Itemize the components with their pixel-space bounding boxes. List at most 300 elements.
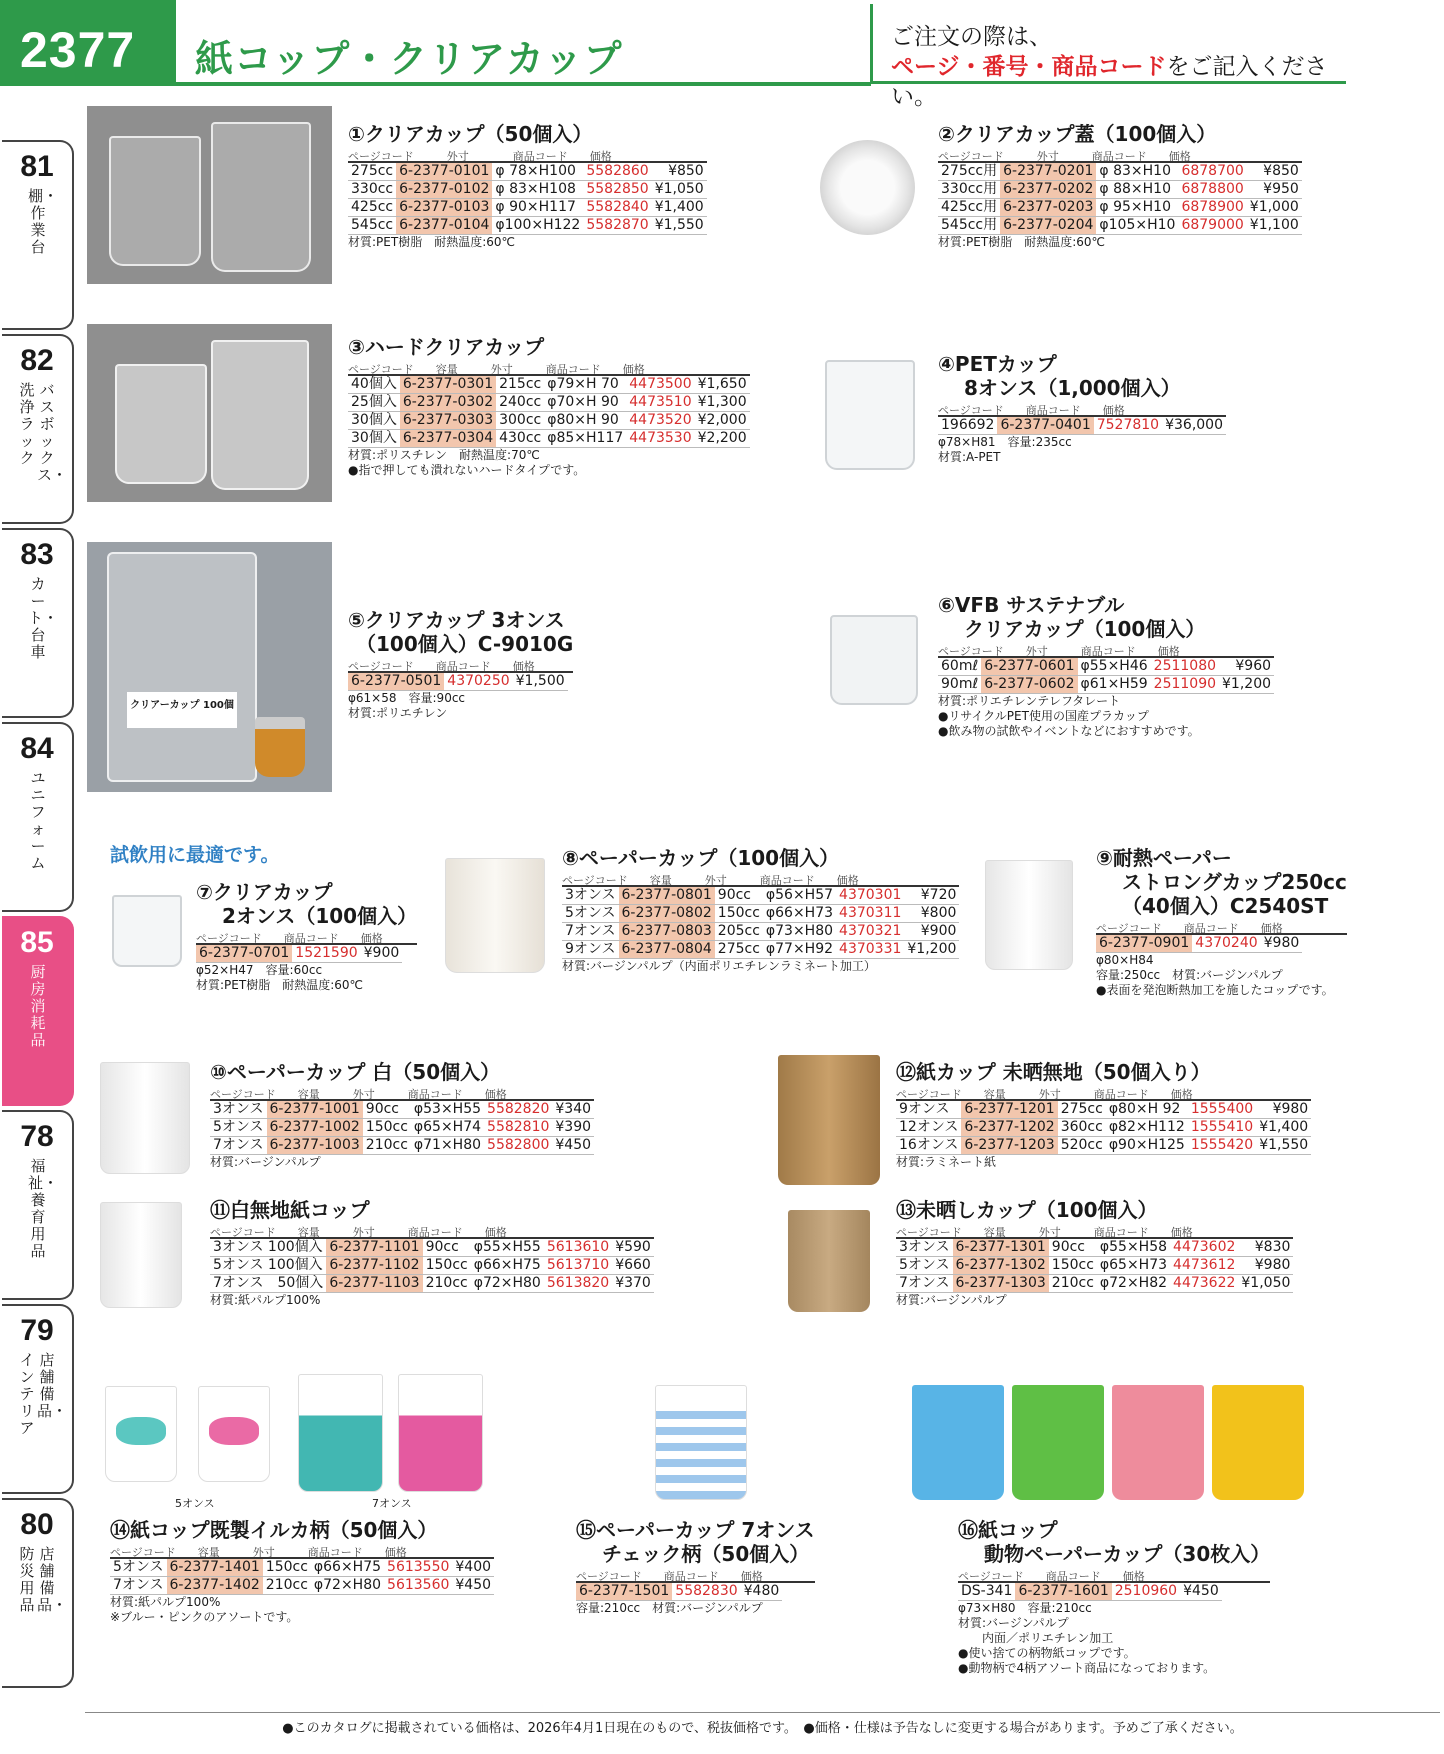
table-cell: φ79×H 70 [544, 376, 626, 394]
table-row [938, 217, 1302, 235]
tab-label: 棚・作業台 [28, 187, 59, 256]
table-cell: φ71×H80 [411, 1137, 484, 1155]
table-header: ページコード 外寸 商品コード 価格 [348, 148, 707, 163]
rabbit-cup [1112, 1385, 1204, 1500]
table-row [210, 1257, 654, 1275]
product-1 [348, 122, 707, 250]
product-title: ⑤クリアカップ 3オンス [348, 608, 565, 632]
table-cell: ¥830 [1238, 1239, 1293, 1257]
table-cell: 25個入 [348, 394, 400, 412]
table-cell: 6-2377-0204 [1000, 217, 1096, 235]
table-cell: 3オンス 100個入 [210, 1239, 326, 1257]
table-cell: φ56×H57 [763, 887, 836, 905]
table-cell: 5582810 [484, 1119, 552, 1137]
product-note: 材質:PET樹脂 耐熱温度:60℃ [196, 978, 363, 992]
table-cell: 5オンス [110, 1559, 167, 1577]
tab-78[interactable] [2, 1110, 74, 1300]
table-cell: 6-2377-1001 [267, 1101, 363, 1119]
table-cell: 7オンス [896, 1275, 953, 1293]
table-cell: 9オンス [562, 941, 619, 959]
table-row [896, 1101, 1311, 1119]
table-cell: 12オンス [896, 1119, 961, 1137]
taste-note: 試飲用に最適です。 [110, 844, 280, 866]
tab-label-2: 防災用品 [19, 1545, 35, 1614]
product-note: 材質:バージンパルプ [210, 1155, 321, 1169]
order-note [870, 4, 1346, 110]
table-cell: ¥850 [652, 163, 707, 181]
spec-table [210, 1239, 654, 1293]
table-cell: 6-2377-0101 [396, 163, 492, 181]
table-cell: 150cc [1049, 1257, 1097, 1275]
table-cell: ¥36,000 [1162, 417, 1226, 435]
table-cell: 196692 [938, 417, 997, 435]
spec-table [938, 417, 1226, 435]
table-row [576, 1583, 782, 1601]
footer-disclaimer: ●このカタログに掲載されている価格は、2026年4月1日現在のもので、税抜価格です。 ●価格・仕様は予告なしに変更する場合があります。予めご了承ください。 [85, 1712, 1440, 1736]
table-header: ページコード 商品コード 価格 [348, 658, 573, 673]
spec-table [348, 163, 707, 235]
table-cell: 4473602 [1170, 1239, 1238, 1257]
spec-table [938, 163, 1302, 235]
table-cell: φ100×H122 [492, 217, 583, 235]
table-cell: ¥720 [904, 887, 959, 905]
photo-hard-clear-cup [87, 324, 332, 502]
table-cell: ¥450 [452, 1577, 494, 1595]
table-row [938, 658, 1274, 676]
caption-7oz: 7オンス [372, 1497, 412, 1510]
product-title-2: ストロングカップ250cc [1122, 870, 1347, 894]
table-cell: 4473510 [626, 394, 694, 412]
table-cell: ¥1,200 [1219, 676, 1274, 694]
spec-table [576, 1583, 782, 1601]
product-2 [938, 122, 1302, 250]
table-header: ページコード 容量 外寸 商品コード 価格 [210, 1224, 654, 1239]
table-cell: φ 78×H100 [492, 163, 583, 181]
table-cell: 6-2377-0301 [400, 376, 496, 394]
table-cell: 150cc [363, 1119, 411, 1137]
product-note: φ52×H47 容量:60cc [196, 963, 323, 977]
table-cell: 6-2377-1201 [961, 1101, 1057, 1119]
table-cell: 30個入 [348, 430, 400, 448]
product-note: 材質:PET樹脂 耐熱温度:60℃ [348, 235, 515, 249]
spec-table [210, 1101, 594, 1155]
product-note: 材質:A-PET [938, 450, 1001, 464]
tab-number: 85 [20, 926, 54, 959]
product-note: φ80×H84 [1096, 953, 1154, 967]
product-note: 材質:ポリエチレンテレフタレート [938, 694, 1121, 708]
product-9 [1096, 846, 1347, 998]
product-note: 材質:バージンパルプ（内面ポリエチレンラミネート加工） [562, 959, 876, 973]
table-cell: φ72×H82 [1097, 1275, 1170, 1293]
product-15 [576, 1518, 815, 1616]
table-cell: φ90×H125 [1106, 1137, 1188, 1155]
photo-clear-cup [87, 106, 332, 284]
product-title: ⑫紙カップ 未晒無地（50個入り） [896, 1060, 1211, 1084]
table-cell: 1555420 [1188, 1137, 1256, 1155]
table-cell: 4473520 [626, 412, 694, 430]
product-title: ⑮ペーパーカップ 7オンス [576, 1518, 815, 1542]
table-cell: 5613820 [544, 1275, 612, 1293]
table-cell: 5オンス [210, 1119, 267, 1137]
table-cell: ¥340 [552, 1101, 594, 1119]
table-cell: 5613710 [544, 1257, 612, 1275]
table-row [1096, 935, 1302, 953]
table-cell: 5613550 [384, 1559, 452, 1577]
table-cell: 6-2377-1103 [326, 1275, 422, 1293]
table-cell: ¥1,000 [1247, 199, 1302, 217]
table-cell: ¥400 [452, 1559, 494, 1577]
product-title: ⑦クリアカップ [196, 880, 333, 904]
clear-cup-2oz-image [112, 895, 182, 967]
table-cell: 60mℓ [938, 658, 981, 676]
table-cell: 6-2377-1101 [326, 1239, 422, 1257]
table-cell: 5オンス [896, 1257, 953, 1275]
table-cell: φ70×H 90 [544, 394, 626, 412]
table-cell: 4370311 [836, 905, 904, 923]
kraft-cup-image [778, 1055, 880, 1185]
product-14 [110, 1518, 494, 1625]
table-cell: ¥800 [904, 905, 959, 923]
table-cell: φ82×H112 [1106, 1119, 1188, 1137]
strong-cup-image [985, 860, 1073, 970]
table-header: ページコード 容量 外寸 商品コード 価格 [110, 1544, 494, 1559]
table-row [210, 1101, 594, 1119]
table-cell: φ65×H74 [411, 1119, 484, 1137]
table-cell: 6-2377-0801 [619, 887, 715, 905]
table-row [348, 181, 707, 199]
table-cell: 5582800 [484, 1137, 552, 1155]
tab-85-active[interactable] [2, 916, 74, 1106]
table-cell: 7オンス [110, 1577, 167, 1595]
tab-number: 78 [20, 1120, 54, 1153]
table-cell: 6878800 [1178, 181, 1246, 199]
product-13 [896, 1198, 1293, 1308]
table-cell: 90cc [363, 1101, 411, 1119]
check-pattern-cup [655, 1385, 747, 1500]
table-cell: 40個入 [348, 376, 400, 394]
table-cell: ¥2,200 [695, 430, 750, 448]
table-cell: 5オンス [562, 905, 619, 923]
table-cell: ¥1,200 [904, 941, 959, 959]
table-cell: 2511080 [1151, 658, 1219, 676]
table-cell: ¥960 [1219, 658, 1274, 676]
dolphin-cup-pink-7oz [398, 1374, 483, 1492]
table-cell: ¥390 [552, 1119, 594, 1137]
product-note: 材質:ポリエチレン [348, 706, 448, 720]
table-cell: 2511090 [1151, 676, 1219, 694]
product-title-2: 2オンス（100個入） [222, 904, 418, 928]
table-cell: 150cc [715, 905, 763, 923]
table-cell: 7527810 [1094, 417, 1162, 435]
product-title: ⑧ペーパーカップ（100個入） [562, 846, 840, 870]
table-cell: 275cc [1058, 1101, 1106, 1119]
product-note: 材質:ポリスチレン 耐熱温度:70℃ [348, 448, 540, 462]
table-row [110, 1559, 494, 1577]
table-row [896, 1239, 1293, 1257]
table-cell: φ55×H55 [471, 1239, 544, 1257]
table-cell: 6-2377-1301 [953, 1239, 1049, 1257]
product-title: ③ハードクリアカップ [348, 335, 545, 359]
product-note: 内面／ポリエチレン加工 [958, 1631, 1114, 1645]
table-cell: 30個入 [348, 412, 400, 430]
order-note-highlight: ページ・番号・商品コード [891, 54, 1167, 80]
product-title-2: クリアカップ（100個入） [964, 617, 1206, 641]
table-cell: 5582840 [583, 199, 651, 217]
table-header: ページコード 商品コード 価格 [576, 1568, 815, 1583]
table-cell: 1555400 [1188, 1101, 1256, 1119]
page-title: 紙コップ・クリアカップ [195, 37, 623, 81]
table-cell: 3オンス [210, 1101, 267, 1119]
product-title: ⑩ペーパーカップ 白（50個入） [210, 1060, 501, 1084]
product-note: 材質:紙パルプ100% [210, 1293, 321, 1307]
spec-table [938, 658, 1274, 694]
dolphin-cup-pink-5oz [198, 1386, 270, 1482]
table-cell: 5582870 [583, 217, 651, 235]
table-cell: 4473500 [626, 376, 694, 394]
table-cell: φ 88×H10 [1096, 181, 1178, 199]
dolphin-cup-blue-5oz [105, 1386, 177, 1482]
table-row [938, 199, 1302, 217]
table-cell: 275cc [715, 941, 763, 959]
table-cell: 6-2377-0203 [1000, 199, 1096, 217]
table-cell: 205cc [715, 923, 763, 941]
table-cell: 6-2377-1601 [1015, 1583, 1111, 1601]
table-cell: 6-2377-1202 [961, 1119, 1057, 1137]
table-cell: 6-2377-0201 [1000, 163, 1096, 181]
table-cell: 330cc [348, 181, 396, 199]
photo-clear-cup-pack [87, 542, 332, 792]
tab-80[interactable] [2, 1498, 74, 1688]
table-header: ページコード 外寸 商品コード 価格 [938, 148, 1302, 163]
table-cell: 6-2377-0602 [981, 676, 1077, 694]
caption-5oz: 5オンス [175, 1497, 215, 1510]
table-cell: 4473622 [1170, 1275, 1238, 1293]
table-cell: 6-2377-0804 [619, 941, 715, 959]
table-cell: 6-2377-1501 [576, 1583, 672, 1601]
page-number: 2377 [0, 0, 176, 86]
table-header: ページコード 容量 外寸 商品コード 価格 [896, 1224, 1293, 1239]
table-row [938, 181, 1302, 199]
table-cell: φ55×H46 [1078, 658, 1151, 676]
table-row [938, 417, 1226, 435]
table-row [210, 1119, 594, 1137]
spec-table [196, 945, 402, 963]
product-note: 材質:ラミネート紙 [896, 1155, 997, 1169]
product-note: ●飲み物の試飲やイベントなどにおすすめです。 [938, 724, 1200, 738]
table-cell: φ73×H80 [763, 923, 836, 941]
table-cell: 330cc用 [938, 181, 1000, 199]
product-title: ⑭紙コップ既製イルカ柄（50個入） [110, 1518, 438, 1542]
table-row [348, 217, 707, 235]
table-cell: 4473530 [626, 430, 694, 448]
product-12 [896, 1060, 1311, 1170]
lid-image [820, 140, 915, 235]
table-cell: 9オンス [896, 1101, 961, 1119]
table-cell: 5613560 [384, 1577, 452, 1595]
table-row [348, 394, 750, 412]
product-note: ●指で押しても潰れないハードタイプです。 [348, 463, 586, 477]
table-cell: φ85×H117 [544, 430, 626, 448]
table-cell: 90mℓ [938, 676, 981, 694]
tab-84[interactable] [2, 722, 74, 912]
table-cell: 6-2377-1303 [953, 1275, 1049, 1293]
table-cell: 7オンス [210, 1137, 267, 1155]
bear-cup [1212, 1385, 1304, 1500]
table-cell: 6-2377-0401 [997, 417, 1093, 435]
product-7 [196, 880, 417, 993]
table-cell: 7オンス 50個入 [210, 1275, 326, 1293]
table-cell: 6-2377-1302 [953, 1257, 1049, 1275]
table-cell: ¥450 [1180, 1583, 1222, 1601]
table-cell: φ 90×H117 [492, 199, 583, 217]
table-cell: 1555410 [1188, 1119, 1256, 1137]
product-note: 容量:210cc 材質:バージンパルプ [576, 1601, 763, 1615]
table-cell: 7オンス [562, 923, 619, 941]
tab-79[interactable] [2, 1304, 74, 1494]
table-cell: 6-2377-1402 [167, 1577, 263, 1595]
table-cell: ¥1,100 [1247, 217, 1302, 235]
frog-cup [1012, 1385, 1104, 1500]
table-cell: 2510960 [1112, 1583, 1180, 1601]
tab-83[interactable] [2, 528, 74, 718]
dolphin-cup-blue-7oz [298, 1374, 383, 1492]
spec-table [896, 1101, 1311, 1155]
table-cell: φ80×H 92 [1106, 1101, 1188, 1119]
table-cell: 6-2377-0901 [1096, 935, 1192, 953]
table-cell: 6-2377-0303 [400, 412, 496, 430]
table-cell: 1521590 [292, 945, 360, 963]
table-cell: 425cc [348, 199, 396, 217]
product-6 [938, 593, 1274, 739]
table-cell: 545cc [348, 217, 396, 235]
table-row [348, 412, 750, 430]
table-cell: φ 95×H10 [1096, 199, 1178, 217]
table-cell: 4370250 [444, 673, 512, 691]
table-cell: φ61×H59 [1078, 676, 1151, 694]
table-row [348, 376, 750, 394]
table-cell: φ53×H55 [411, 1101, 484, 1119]
table-cell: ¥1,500 [513, 673, 568, 691]
penguin-cup [912, 1385, 1004, 1500]
table-cell: φ105×H10 [1096, 217, 1178, 235]
table-cell: 215cc [496, 376, 544, 394]
product-note: ※ブルー・ピンクのアソートです。 [110, 1610, 299, 1624]
table-cell: 3オンス [562, 887, 619, 905]
table-cell: 5582830 [672, 1583, 740, 1601]
spec-table [348, 376, 750, 448]
pack-label: クリアーカップ 100個 [127, 692, 237, 728]
product-title: ⑯紙コップ [958, 1518, 1058, 1542]
table-cell: DS-341 [958, 1583, 1015, 1601]
table-row [210, 1137, 594, 1155]
product-title: ⑪白無地紙コップ [210, 1198, 370, 1222]
product-title-3: （40個入）C2540ST [1122, 894, 1329, 918]
header-rule [176, 82, 871, 86]
table-header: ページコード 容量 外寸 商品コード 価格 [562, 872, 959, 887]
product-5 [348, 608, 573, 721]
table-cell: ¥900 [361, 945, 403, 963]
tab-number: 79 [20, 1314, 54, 1347]
table-cell: ¥1,550 [1256, 1137, 1311, 1155]
product-11 [210, 1198, 654, 1308]
product-title-2: チェック柄（50個入） [602, 1542, 810, 1566]
table-cell: ¥1,400 [652, 199, 707, 217]
table-cell: 425cc用 [938, 199, 1000, 217]
table-row [938, 676, 1274, 694]
table-row [210, 1275, 654, 1293]
table-cell: φ66×H75 [471, 1257, 544, 1275]
table-header: ページコード 外寸 商品コード 価格 [938, 643, 1274, 658]
product-note: φ61×58 容量:90cc [348, 691, 466, 705]
table-cell: ¥900 [904, 923, 959, 941]
product-note: 材質:バージンパルプ [896, 1293, 1007, 1307]
table-cell: ¥2,000 [695, 412, 750, 430]
tab-label: 厨房消耗品 [30, 963, 46, 1049]
table-cell: ¥370 [612, 1275, 654, 1293]
table-cell: ¥850 [1247, 163, 1302, 181]
plain-white-cup-image [100, 1202, 182, 1308]
unbleached-cup-image [788, 1210, 870, 1312]
table-row [348, 430, 750, 448]
table-cell: 210cc [423, 1275, 471, 1293]
product-note: ●使い捨ての柄物紙コップです。 [958, 1646, 1136, 1660]
table-row [348, 163, 707, 181]
table-cell: 16オンス [896, 1137, 961, 1155]
table-cell: 90cc [715, 887, 763, 905]
product-title: ②クリアカップ蓋（100個入） [938, 122, 1217, 146]
spec-table [110, 1559, 494, 1595]
table-cell: 4370331 [836, 941, 904, 959]
table-row [562, 887, 959, 905]
product-8 [562, 846, 959, 974]
table-cell: 5オンス 100個入 [210, 1257, 326, 1275]
table-row [896, 1257, 1293, 1275]
table-cell: ¥1,400 [1256, 1119, 1311, 1137]
table-cell: 6878700 [1178, 163, 1246, 181]
table-cell: 6-2377-1003 [267, 1137, 363, 1155]
table-cell: φ66×H75 [311, 1559, 384, 1577]
tab-label: 洗浄ラック [19, 381, 35, 467]
tab-label: カート・台車 [28, 575, 59, 661]
tab-82[interactable] [2, 334, 74, 524]
table-cell: 90cc [423, 1239, 471, 1257]
table-cell: 545cc用 [938, 217, 1000, 235]
product-note: ●動物柄で4柄アソート商品になっております。 [958, 1661, 1216, 1675]
table-cell: 6-2377-0102 [396, 181, 492, 199]
tab-81[interactable] [2, 140, 74, 330]
order-note-suffix: をご記入ください。 [891, 54, 1328, 110]
paper-cup-image [445, 858, 545, 973]
table-cell: ¥1,300 [695, 394, 750, 412]
table-cell: 5613610 [544, 1239, 612, 1257]
table-row [562, 923, 959, 941]
tab-number: 82 [20, 344, 54, 377]
product-title: ④PETカップ [938, 352, 1057, 376]
tab-label: ユニフォーム [30, 769, 46, 872]
table-cell: φ 83×H108 [492, 181, 583, 199]
spec-table [348, 673, 568, 691]
table-cell: 6-2377-0302 [400, 394, 496, 412]
table-row [196, 945, 402, 963]
product-3 [348, 335, 750, 478]
table-cell: 6-2377-0601 [981, 658, 1077, 676]
tab-label: 店舗備品・ [37, 1545, 68, 1614]
tab-label-2: インテリア [19, 1351, 35, 1437]
table-row [896, 1119, 1311, 1137]
product-10 [210, 1060, 594, 1170]
table-cell: 6-2377-0103 [396, 199, 492, 217]
table-cell: 430cc [496, 430, 544, 448]
